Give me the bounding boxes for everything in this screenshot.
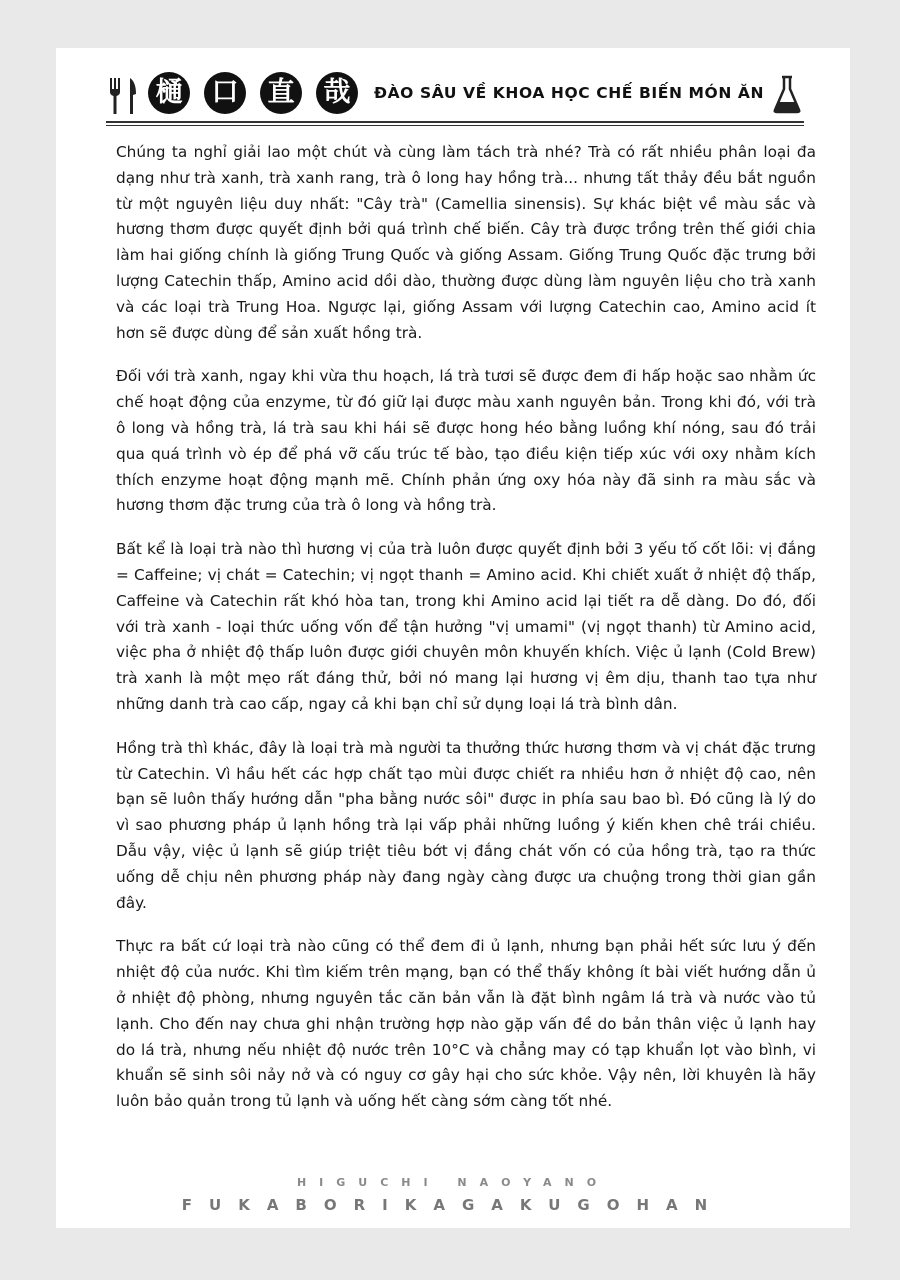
header-rule (106, 121, 804, 123)
article-body (116, 140, 816, 1133)
section-title: ĐÀO SÂU VỀ KHOA HỌC CHẾ BIẾN MÓN ĂN (374, 84, 765, 102)
paragraph: Thực ra bất cứ loại trà nào cũng có thể đem đi ủ lạnh, nhưng bạn phải hết sức lưu ý đến nhiệt độ của nước. Khi tìm kiếm trên mạng, bạn có thể thấy không ít bài viết hướng dẫn ủ ở nhiệt độ phòng, nhưng nguyên tắc căn bản vẫn là đặt bình ngâm lá trà và nước vào tủ lạnh. Cho đến nay chưa ghi nhận trường hợp nào gặp vấn đề do bản thân việc ủ lạnh hay do lá trà, nhưng nếu nhiệt độ nước trên 10°C và chẳng may có tạp khuẩn lọt vào bình, vi khuẩn sẽ sinh sôi nảy nở và có nguy cơ gây hại cho sức khỏe. Vậy nên, lời khuyên là hãy luôn bảo quản trong tủ lạnh và uống hết càng sớm càng tốt nhé. (116, 937, 816, 1111)
paragraph: Chúng ta nghỉ giải lao một chút và cùng làm tách trà nhé? Trà có rất nhiều phân loại đa dạng như trà xanh, trà xanh rang, trà ô long hay hồng trà... nhưng tất thảy đều bắt nguồn từ một nguyên liệu duy nhất: "Cây trà" (Camellia sinensis). Sự khác biệt về màu sắc và hương thơm được quyết định bởi quá trình chế biến. Cây trà được trồng trên thế giới chia làm hai giống chính là giống Trung Quốc và giống Assam. Giống Trung Quốc đặc trưng bởi lượng Catechin thấp, Amino acid dồi dào, thường được dùng làm nguyên liệu cho trà xanh và các loại trà Trung Hoa. Ngược lại, giống Assam với lượng Catechin cao, Amino acid ít hơn sẽ được dùng để sản xuất hồng trà. (116, 143, 816, 342)
kanji-badge: 樋 (148, 72, 190, 114)
kanji-badge: 哉 (316, 72, 358, 114)
paragraph: Bất kể là loại trà nào thì hương vị của trà luôn được quyết định bởi 3 yếu tố cốt lõi: vị đắng = Caffeine; vị chát = Catechin; vị ngọt thanh = Amino acid. Khi chiết xuất ở nhiệt độ thấp, Caffeine và Catechin rất khó hòa tan, trong khi Amino acid lại tiết ra dễ dàng. Do đó, đối với trà xanh - loại thức uống vốn để tận hưởng "vị umami" (vị ngọt thanh) từ Amino acid, việc pha ở nhiệt độ thấp luôn được giới chuyên môn khuyến khích. Việc ủ lạnh (Cold Brew) trà xanh là một mẹo rất đáng thử, bởi nó mang lại hương vị êm dịu, thanh tao tựa như những danh trà cao cấp, ngay cả khi bạn chỉ sử dụng loại lá trà bình dân. (116, 540, 816, 713)
fork-knife-icon (108, 76, 140, 116)
page-header (108, 70, 802, 118)
page (56, 48, 850, 1228)
header-rule (106, 125, 804, 126)
footer-author: HIGUCHI NAOYANO (296, 1176, 610, 1189)
paragraph: Hồng trà thì khác, đây là loại trà mà người ta thưởng thức hương thơm và vị chát đặc trưng từ Catechin. Vì hầu hết các hợp chất tạo mùi được chiết ra nhiều hơn ở nhiệt độ cao, nên bạn sẽ luôn thấy hướng dẫn "pha bằng nước sôi" được in phía sau bao bì. Đó cũng là lý do vì sao phương pháp ủ lạnh hồng trà lại vấp phải những luồng ý kiến khen chê trái chiều. Dẫu vậy, việc ủ lạnh sẽ giúp triệt tiêu bớt vị đắng chát vốn có của hồng trà, tạo ra thức uống dễ chịu nên phương pháp này đang ngày càng được ưa chuộng trong thời gian gần đây. (116, 738, 816, 912)
kanji-badge: 口 (204, 72, 246, 114)
footer-series-title: FUKABORIKAGAKUGOHAN (181, 1196, 725, 1214)
flask-icon (772, 74, 802, 114)
kanji-badge: 直 (260, 72, 302, 114)
paragraph: Đối với trà xanh, ngay khi vừa thu hoạch, lá trà tươi sẽ được đem đi hấp hoặc sao nhằm ức chế hoạt động của enzyme, từ đó giữ lại được màu xanh nguyên bản. Trong khi đó, với trà ô long và hồng trà, lá trà sau khi hái sẽ được hong héo bằng luồng khí nóng, sau đó trải qua quá trình vò ép để phá vỡ cấu trúc tế bào, tạo điều kiện tiếp xúc với oxy nhằm kích thích enzyme hoạt động mạnh mẽ. Chính phản ứng oxy hóa này đã sinh ra màu sắc và hương thơm đặc trưng của trà ô long và hồng trà. (116, 367, 816, 515)
